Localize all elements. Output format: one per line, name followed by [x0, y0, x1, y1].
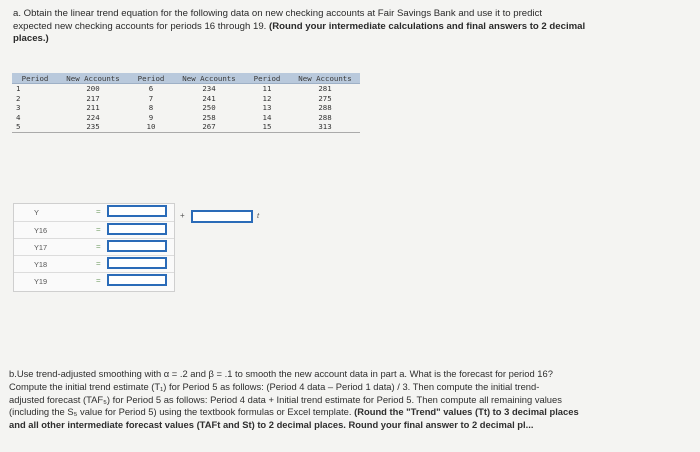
- header-period-3: Period: [244, 73, 290, 84]
- answer-row-y16: [14, 221, 174, 239]
- y19-label: Y19: [34, 277, 48, 286]
- cell: 267: [174, 122, 244, 132]
- cell: 2: [16, 93, 21, 103]
- cell: 11: [262, 84, 272, 93]
- y19-input[interactable]: [107, 274, 167, 286]
- intercept-input[interactable]: [107, 205, 167, 217]
- table-row: [12, 103, 360, 113]
- header-accounts-3: New Accounts: [290, 73, 360, 84]
- cell: 15: [244, 122, 290, 132]
- table-row: [12, 122, 360, 132]
- plus-sign: +: [180, 211, 185, 220]
- forecast-answer-grid: [13, 203, 175, 292]
- cell: 275: [318, 93, 332, 103]
- slope-input[interactable]: [191, 210, 253, 223]
- answer-header-row: [14, 204, 174, 221]
- t-variable: t: [257, 211, 260, 220]
- part-b-instruction-end: and all other intermediate forecast values (TAFt and St) to 2 decimal places. Round your final answer to 2 decimal pl...: [9, 419, 534, 431]
- y-header-label: Y: [34, 208, 39, 217]
- equals-sign: =: [96, 225, 101, 234]
- answer-row-y19: [14, 272, 174, 290]
- equals-sign: =: [96, 242, 101, 251]
- cell: 211: [86, 103, 100, 112]
- y16-label: Y16: [34, 226, 48, 235]
- y16-input[interactable]: [107, 223, 167, 235]
- cell: 235: [58, 122, 128, 132]
- equals-sign: =: [96, 207, 101, 216]
- part-a-instruction-end: places.): [13, 33, 49, 44]
- table-row: [12, 113, 360, 123]
- table-header-row: [12, 73, 360, 84]
- cell: 12: [262, 93, 272, 103]
- part-b-line1: b.Use trend-adjusted smoothing with α = .2 and β = .1 to smooth the new account data in part a. What is the forecast for period 16?: [9, 368, 553, 379]
- cell: 241: [202, 93, 216, 103]
- y18-label: Y18: [34, 260, 48, 269]
- equals-sign: =: [96, 259, 101, 268]
- header-period-1: Period: [12, 73, 58, 84]
- header-period-2: Period: [128, 73, 174, 84]
- cell: 13: [262, 103, 272, 112]
- table-row: [12, 84, 360, 94]
- part-b-line4: (including the S₅ value for Period 5) using the textbook formulas or Excel template.: [9, 406, 352, 418]
- cell: 313: [290, 122, 360, 132]
- cell: 258: [202, 112, 216, 122]
- cell: 234: [202, 84, 216, 93]
- cell: 14: [262, 112, 272, 122]
- accounts-data-table: [12, 73, 360, 133]
- cell: 9: [148, 112, 154, 122]
- cell: 4: [16, 112, 21, 122]
- table-row: [12, 94, 360, 104]
- cell: 8: [148, 103, 154, 112]
- equals-sign: =: [96, 276, 101, 285]
- cell: 5: [12, 122, 58, 132]
- header-accounts-1: New Accounts: [58, 73, 128, 84]
- cell: 217: [86, 93, 100, 103]
- cell: 200: [86, 84, 100, 93]
- cell: 7: [148, 93, 154, 103]
- part-a-line2: expected new checking accounts for periods 16 through 19.: [13, 20, 267, 32]
- part-a-line1: a. Obtain the linear trend equation for the following data on new checking accounts at Fair Savings Bank and use it to predict: [13, 8, 543, 19]
- part-b-line2: Compute the initial trend estimate (T₁) for Period 5 as follows: (Period 4 data – Period 1 data) / 3. Then compute the initial trend-: [9, 380, 540, 392]
- cell: 224: [86, 112, 100, 122]
- cell: 288: [318, 112, 332, 122]
- part-b-question: [9, 368, 697, 432]
- cell: 281: [318, 84, 332, 93]
- part-b-instruction: (Round the "Trend" values (Tt) to 3 decimal places: [354, 406, 579, 418]
- answer-row-y17: [14, 238, 174, 256]
- cell: 3: [16, 103, 21, 112]
- part-a-instruction: (Round your intermediate calculations and final answers to 2 decimal: [269, 20, 586, 32]
- cell: 1: [16, 84, 21, 93]
- answer-row-y18: [14, 255, 174, 273]
- cell: 6: [148, 84, 154, 93]
- cell: 10: [128, 122, 174, 132]
- cell: 288: [318, 103, 332, 112]
- part-a-question: [13, 8, 693, 46]
- part-b-line3: adjusted forecast (TAF₅) for Period 5 as follows: Period 4 data + Initial trend estimate for Period 5. Then compute all remaining values: [9, 393, 562, 405]
- y17-input[interactable]: [107, 240, 167, 252]
- y17-label: Y17: [34, 243, 48, 252]
- cell: 250: [202, 103, 216, 112]
- y18-input[interactable]: [107, 257, 167, 269]
- header-accounts-2: New Accounts: [174, 73, 244, 84]
